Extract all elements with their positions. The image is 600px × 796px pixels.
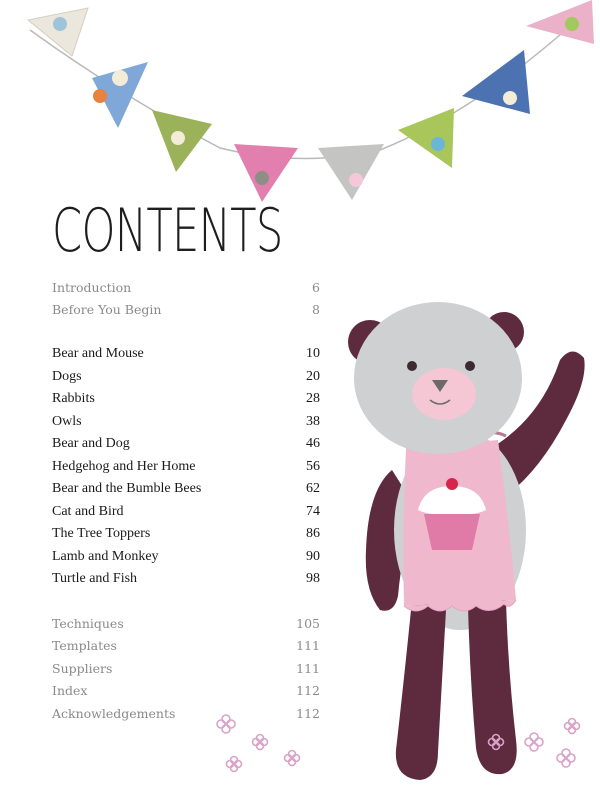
toc-entry-label: Rabbits	[52, 391, 95, 407]
toc-entry	[52, 366, 320, 389]
toc-entry-label: Owls	[52, 413, 82, 429]
toc-entry-label: Index	[52, 683, 88, 699]
toc-entry	[52, 546, 320, 569]
toc-entry	[52, 276, 320, 299]
toc-entry	[52, 523, 320, 546]
toc-entry	[52, 657, 320, 680]
intro-entries	[52, 276, 320, 321]
toc-entry-page: 112	[296, 683, 320, 699]
toc-entry-label: Introduction	[52, 279, 132, 295]
toc-entry-page: 105	[296, 615, 320, 631]
toc-entry-page: 74	[306, 503, 320, 519]
page-title: CONTENTS	[52, 196, 283, 266]
toc-entry-label: The Tree Toppers	[52, 526, 151, 542]
toc-entry	[52, 501, 320, 524]
toc-entry-label: Cat and Bird	[52, 503, 124, 519]
bunting-flag-navy	[462, 50, 530, 114]
toc-entry	[52, 568, 320, 591]
toc-entry	[52, 388, 320, 411]
toc-entry-label: Dogs	[52, 368, 82, 384]
toc-entry-label: Bear and Dog	[52, 436, 130, 452]
toc-entry	[52, 343, 320, 366]
toc-entry-page: 86	[306, 526, 320, 542]
toc-entry-page: 111	[296, 660, 320, 676]
toc-entry	[52, 680, 320, 703]
toc-entry	[52, 299, 320, 322]
toc-entry-page: 112	[296, 705, 320, 721]
toc-entry-page: 46	[306, 436, 320, 452]
toc-entry-label: Turtle and Fish	[52, 571, 138, 587]
bunting-flag-blue	[92, 62, 148, 128]
toc-entry-page: 20	[306, 368, 320, 384]
toc-entry-page: 111	[296, 638, 320, 654]
toc-entry-label: Bear and the Bumble Bees	[52, 481, 202, 497]
toc-entry-label: Suppliers	[52, 660, 113, 676]
toc-entry-page: 28	[306, 391, 320, 407]
bunting-flag-grey	[318, 144, 384, 200]
toc-entry-page: 8	[312, 302, 320, 318]
toc-entry	[52, 411, 320, 434]
toc-entry	[52, 433, 320, 456]
toc-entry-page: 38	[306, 413, 320, 429]
bunting-flag-pink	[234, 144, 298, 202]
toc-entry	[52, 478, 320, 501]
bunting-flag-cream	[28, 8, 88, 56]
toc-entry-page: 6	[312, 279, 320, 295]
toc-entry	[52, 456, 320, 479]
bunting-illustration	[0, 0, 600, 210]
toc-entry-page: 98	[306, 571, 320, 587]
bunting-flag-green	[152, 110, 212, 172]
toc-entry-label: Hedgehog and Her Home	[52, 458, 196, 474]
toc-entry-label: Bear and Mouse	[52, 346, 144, 362]
toc-entry-label: Before You Begin	[52, 302, 162, 318]
toc-entry-page: 56	[306, 458, 320, 474]
flowers-illustration	[200, 700, 600, 796]
toc-entry-label: Acknowledgements	[52, 705, 176, 721]
toc-entry-page: 62	[306, 481, 320, 497]
toc-entry-label: Lamb and Monkey	[52, 548, 159, 564]
toc-entry-label: Templates	[52, 638, 117, 654]
project-entries	[52, 343, 320, 591]
toc-entry-page: 90	[306, 548, 320, 564]
toc-entry	[52, 612, 320, 635]
bunting-flag-light-pink	[526, 0, 594, 44]
toc-entry-page: 10	[306, 346, 320, 362]
toc-entry-label: Techniques	[52, 615, 124, 631]
toc-entry	[52, 635, 320, 658]
